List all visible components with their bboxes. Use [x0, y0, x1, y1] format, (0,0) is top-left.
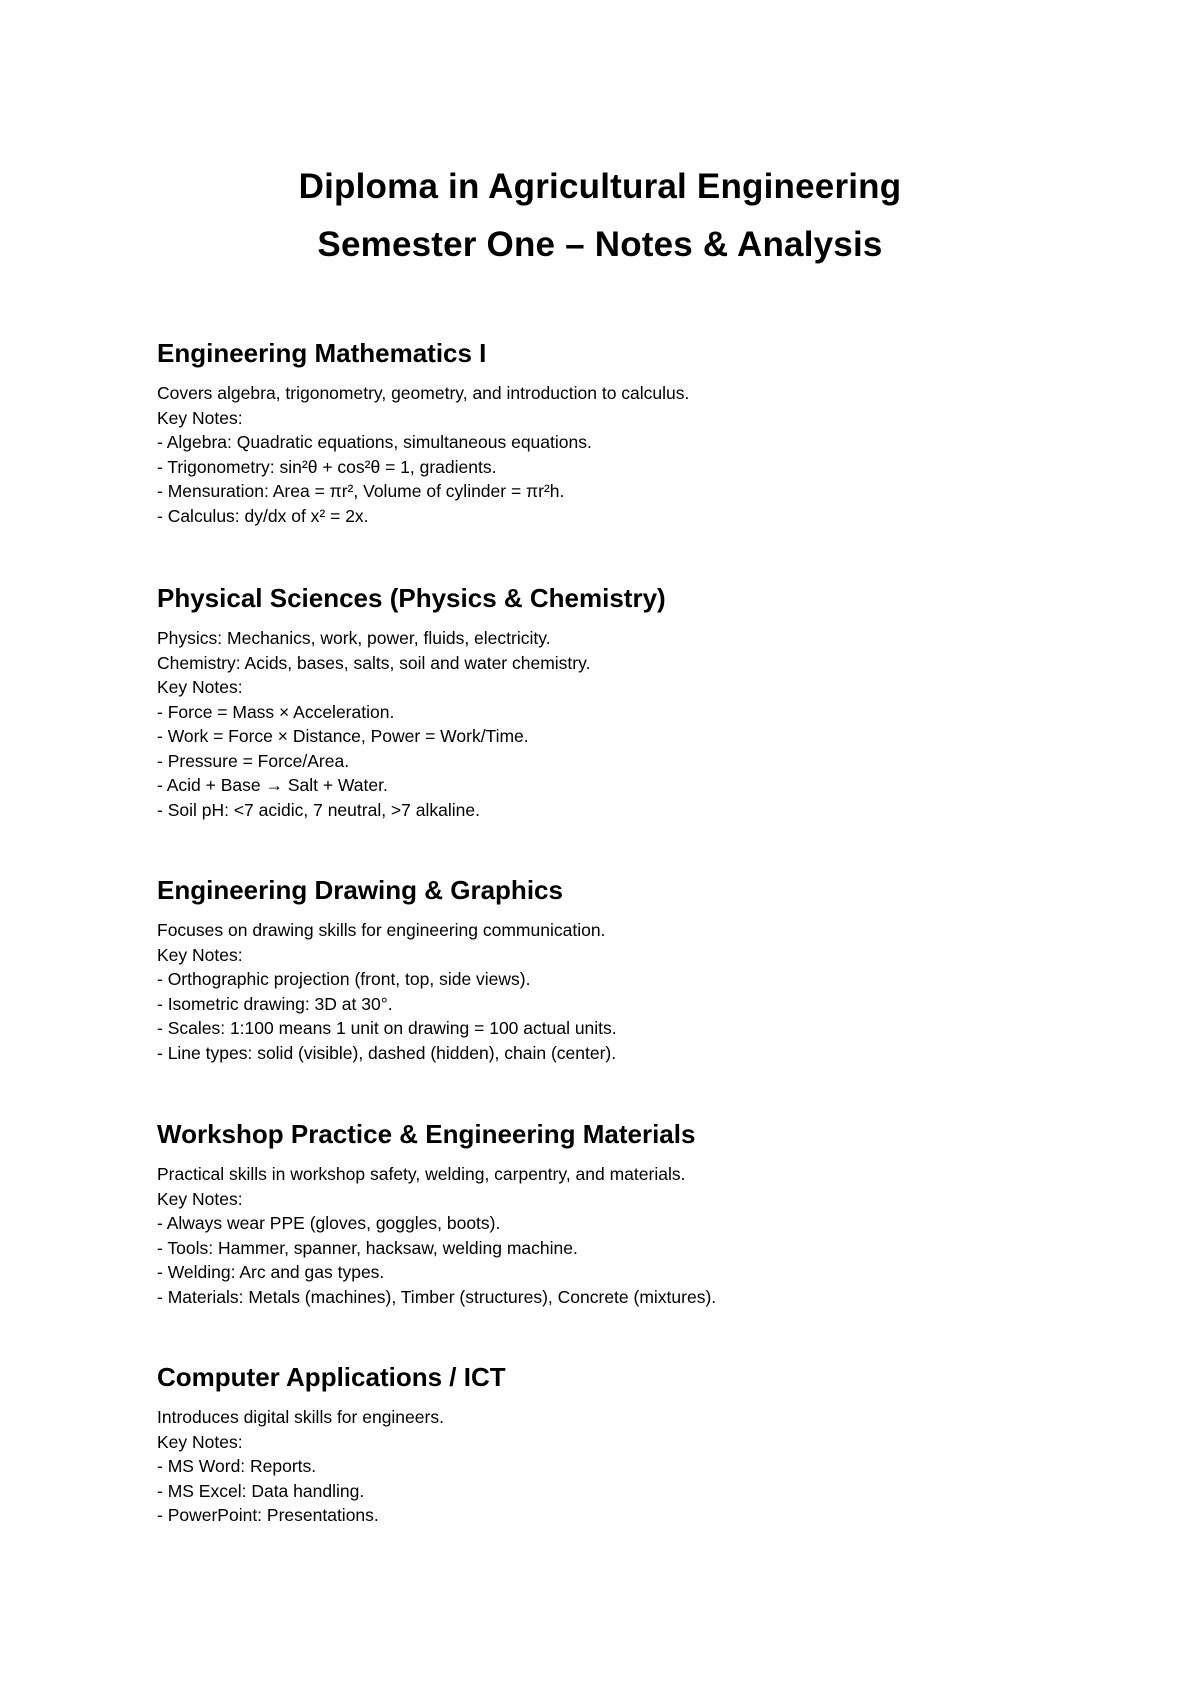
body-line: Key Notes: [157, 407, 243, 428]
body-line: - Scales: 1:100 means 1 unit on drawing = 100 actual units. [157, 1018, 617, 1038]
body-line: - Calculus: dy/dx of x² = 2x. [157, 505, 369, 526]
section-body [157, 918, 1107, 1065]
body-line: Key Notes: [157, 1431, 243, 1452]
section-workshop-practice [157, 1118, 1107, 1309]
body-line: Physics: Mechanics, work, power, fluids, electricity. [157, 628, 551, 648]
section-physical-sciences [157, 582, 1107, 822]
body-line: - PowerPoint: Presentations. [157, 1505, 379, 1525]
body-line: - Welding: Arc and gas types. [157, 1262, 385, 1282]
section-body [157, 626, 1107, 822]
section-heading: Computer Applications / ICT [157, 1362, 506, 1392]
section-body [157, 1162, 1107, 1309]
body-line: Focuses on drawing skills for engineering communication. [157, 920, 606, 940]
section-body [157, 381, 1107, 528]
body-line: - Pressure = Force/Area. [157, 750, 350, 771]
section-heading: Workshop Practice & Engineering Materials [157, 1119, 696, 1149]
body-line: Practical skills in workshop safety, welding, carpentry, and materials. [157, 1164, 686, 1184]
body-line: - Soil pH: <7 acidic, 7 neutral, >7 alkaline. [157, 799, 480, 820]
body-line: - MS Word: Reports. [157, 1456, 317, 1476]
body-line: - Force = Mass × Acceleration. [157, 701, 395, 722]
body-line: - Acid + Base → Salt + Water. [157, 775, 388, 795]
section-heading: Physical Sciences (Physics & Chemistry) [157, 583, 666, 613]
body-line: Key Notes: [157, 1188, 243, 1209]
body-line: - Algebra: Quadratic equations, simultaneous equations. [157, 432, 592, 452]
body-line: - Always wear PPE (gloves, goggles, boots). [157, 1213, 501, 1233]
section-computer-applications [157, 1361, 1107, 1528]
section-engineering-mathematics [157, 337, 1107, 528]
body-line: - Mensuration: Area = πr², Volume of cylinder = πr²h. [157, 481, 565, 501]
body-line: - MS Excel: Data handling. [157, 1480, 365, 1501]
section-heading: Engineering Drawing & Graphics [157, 875, 563, 905]
body-line: Key Notes: [157, 944, 243, 965]
section-body [157, 1405, 1107, 1528]
body-line: - Work = Force × Distance, Power = Work/Time. [157, 726, 529, 746]
title-line-semester: Semester One – Notes & Analysis [317, 225, 883, 264]
body-line: - Trigonometry: sin²θ + cos²θ = 1, gradients. [157, 456, 497, 477]
body-line: Chemistry: Acids, bases, salts, soil and water chemistry. [157, 652, 591, 673]
body-line: Key Notes: [157, 677, 243, 697]
body-line: Introduces digital skills for engineers. [157, 1407, 444, 1427]
body-line: - Orthographic projection (front, top, side views). [157, 969, 531, 989]
title-line-program: Diploma in Agricultural Engineering [298, 167, 902, 206]
body-line: - Tools: Hammer, spanner, hacksaw, welding machine. [157, 1237, 578, 1258]
section-engineering-drawing [157, 874, 1107, 1065]
body-line: Covers algebra, trigonometry, geometry, and introduction to calculus. [157, 383, 690, 403]
body-line: - Isometric drawing: 3D at 30°. [157, 993, 393, 1014]
body-line: - Line types: solid (visible), dashed (hidden), chain (center). [157, 1042, 617, 1063]
body-line: - Materials: Metals (machines), Timber (structures), Concrete (mixtures). [157, 1286, 717, 1307]
document-title [0, 158, 1200, 274]
section-heading: Engineering Mathematics I [157, 338, 487, 368]
